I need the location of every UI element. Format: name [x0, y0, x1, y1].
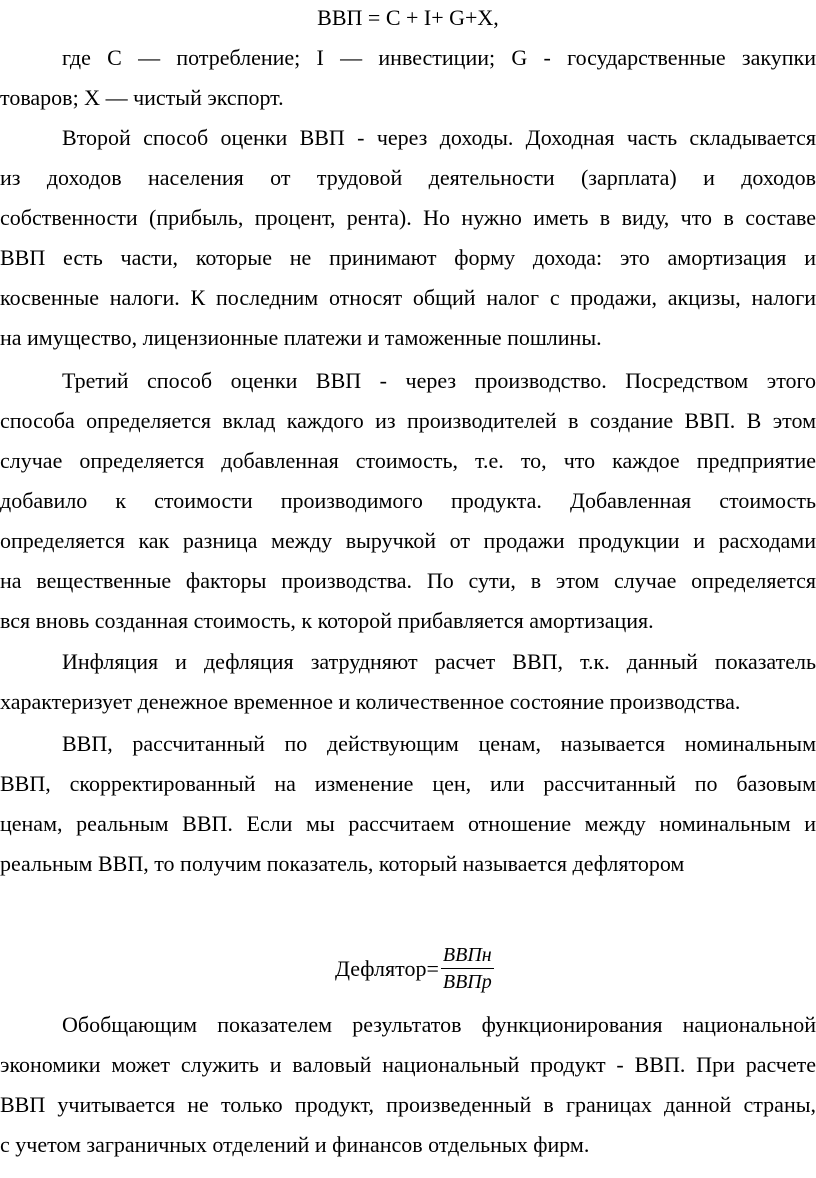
paragraph-5-line-2: ВВП, скорректированный на изменение цен, или рассчитанный по базовым: [0, 771, 816, 796]
deflator-denominator: ВВПр: [442, 971, 492, 993]
paragraph-2-line-6: на имущество, лицензионные платежи и таможенные пошлины.: [0, 325, 602, 350]
paragraph-3-line-7: вся вновь созданная стоимость, к которой прибавляется амортизация.: [0, 608, 654, 633]
deflator-label: Дефлятор=: [335, 955, 439, 981]
paragraph-3-line-1: Третий способ оценки ВВП - через производство. Посредством этого: [62, 368, 816, 393]
paragraph-1-line-2: товаров; Х — чистый экспорт.: [0, 85, 284, 110]
paragraph-2-line-1: Второй способ оценки ВВП - через доходы. Доходная часть складывается: [62, 125, 816, 150]
paragraph-2-line-3: собственности (прибыль, процент, рента). Но нужно иметь в виду, что в составе: [0, 205, 816, 230]
paragraph-5-line-4: реальным ВВП, то получим показатель, который называется дефлятором: [0, 851, 685, 876]
deflator-numerator: ВВПн: [441, 944, 494, 969]
deflator-fraction: [441, 944, 494, 993]
paragraph-2-line-2: из доходов населения от трудовой деятельности (зарплата) и доходов: [0, 165, 816, 190]
paragraph-5-line-1: ВВП, рассчитанный по действующим ценам, называется номинальным: [62, 731, 816, 756]
paragraph-3-line-3: случае определяется добавленная стоимость, т.е. то, что каждое предприятие: [0, 448, 816, 473]
paragraph-2-line-5: косвенные налоги. К последним относят общий налог с продажи, акцизы, налоги: [0, 285, 816, 310]
gdp-formula: ВВП = С + I+ G+X,: [317, 5, 499, 30]
deflator-formula: [335, 944, 494, 993]
paragraph-4-line-1: Инфляция и дефляция затрудняют расчет ВВП, т.к. данный показатель: [62, 649, 816, 674]
paragraph-3-line-4: добавило к стоимости производимого продукта. Добавленная стоимость: [0, 488, 816, 513]
paragraph-3-line-5: определяется как разница между выручкой от продажи продукции и расходами: [0, 528, 816, 553]
paragraph-3-line-2: способа определяется вклад каждого из производителей в создание ВВП. В этом: [0, 408, 816, 433]
paragraph-4-line-2: характеризует денежное временное и количественное состояние производства.: [0, 689, 741, 714]
paragraph-6-line-4: с учетом заграничных отделений и финансов отдельных фирм.: [0, 1132, 590, 1157]
paragraph-6-line-1: Обобщающим показателем результатов функционирования национальной: [62, 1012, 816, 1037]
paragraph-2-line-4: ВВП есть части, которые не принимают форму дохода: это амортизация и: [0, 245, 816, 270]
paragraph-6-line-2: экономики может служить и валовый национальный продукт - ВВП. При расчете: [0, 1052, 816, 1077]
paragraph-6-line-3: ВВП учитывается не только продукт, произведенный в границах данной страны,: [0, 1092, 816, 1117]
paragraph-1-line-1: где С — потребление; I — инвестиции; G - государственные закупки: [62, 45, 816, 70]
paragraph-3-line-6: на вещественные факторы производства. По сути, в этом случае определяется: [0, 568, 816, 593]
paragraph-5-line-3: ценам, реальным ВВП. Если мы рассчитаем отношение между номинальным и: [0, 811, 816, 836]
